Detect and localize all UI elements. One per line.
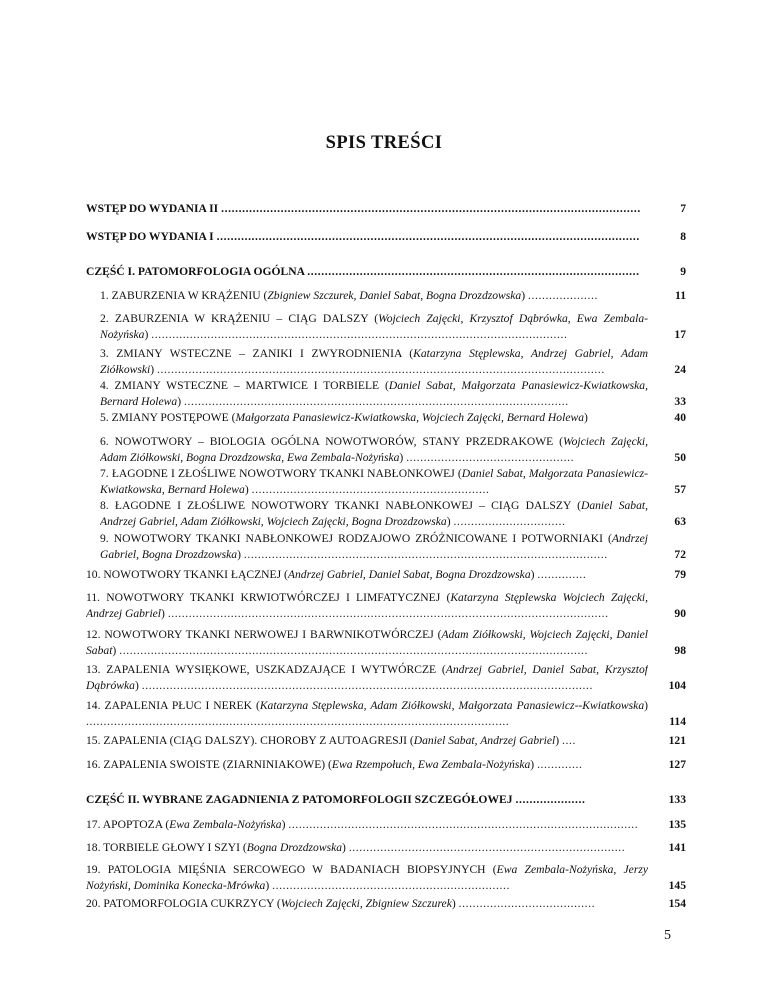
toc-page-number: 9	[680, 265, 686, 278]
toc-page-number: 104	[668, 679, 686, 692]
toc-entry-chapter-8[interactable]: 8. ŁAGODNE I ZŁOŚLIWE NOWOTWORY TKANKI NABŁONKOWEJ – CIĄG DALSZY (Daniel Sabat, Andrzej Gabriel, Adam Ziółkowski, Wojciech Zajęcki, Bogna Drozdzowska) ................................ 63	[100, 499, 686, 528]
toc-page-number: 63	[674, 515, 686, 528]
toc-entry-chapter-2[interactable]: 2. ZABURZENIA W KRĄŻENIU – CIĄG DALSZY (Wojciech Zajęcki, Krzysztof Dąbrówka, Ewa Zembala-Nożyńska) ....................................................................................................................... 17	[100, 312, 686, 341]
page-title: SPIS TREŚCI	[325, 133, 443, 153]
toc-entry-chapter-19[interactable]: 19. PATOLOGIA MIĘŚNIA SERCOWEGO W BADANIACH BIOPSYJNYCH (Ewa Zembala-Nożyńska, Jerzy Nożyński, Dominika Konecka-Mrówka) .................................................................... 145	[86, 863, 686, 892]
toc-entry-chapter-6[interactable]: 6. NOWOTWORY – BIOLOGIA OGÓLNA NOWOTWORÓW, STANY PRZEDRAKOWE (Wojciech Zajęcki, Adam Ziółkowski, Bogna Drozdzowska, Ewa Zembala-Nożyńska) ................................................ 50	[100, 435, 686, 464]
toc-entry-chapter-1[interactable]: 1. ZABURZENIA W KRĄŻENIU (Zbigniew Szczurek, Daniel Sabat, Bogna Drozdzowska) .................... 11	[100, 289, 686, 302]
toc-page-number: 33	[674, 395, 686, 408]
toc-page-number: 114	[669, 715, 686, 728]
toc-entry-chapter-11[interactable]: 11. NOWOTWORY TKANKI KRWIOTWÓRCZEJ I LIMFATYCZNEJ (Katarzyna Stęplewska Wojciech Zajęcki, Andrzej Gabriel) .............................................................................................................................. 90	[86, 591, 686, 620]
toc-entry-chapter-17[interactable]: 17. APOPTOZA (Ewa Zembala-Nożyńska) .................................................................................................... 135	[86, 818, 686, 831]
toc-entry-chapter-13[interactable]: 13. ZAPALENIA WYSIĘKOWE, USZKADZAJĄCE I WYTWÓRCZE (Andrzej Gabriel, Daniel Sabat, Krzysztof Dąbrówka) ................................................................................................................................. 104	[86, 663, 686, 692]
toc-page-number: 24	[674, 363, 686, 376]
toc-entry-chapter-10[interactable]: 10. NOWOTWORY TKANKI ŁĄCZNEJ (Andrzej Gabriel, Daniel Sabat, Bogna Drozdzowska) .............. 79	[86, 568, 686, 581]
toc-entry-chapter-4[interactable]: 4. ZMIANY WSTECZNE – MARTWICE I TORBIELE (Daniel Sabat, Małgorzata Panasiewicz-Kwiatkowska, Bernard Holewa) .............................................................................................................. 33	[100, 379, 686, 408]
toc-entry-part-2[interactable]: CZĘŚĆ II. WYBRANE ZAGADNIENIA Z PATOMORFOLOGII SZCZEGÓŁOWEJ .................... 133	[86, 793, 686, 806]
toc-entry-part-1[interactable]: CZĘŚĆ I. PATOMORFOLOGIA OGÓLNA ............................................................................................... 9	[86, 265, 686, 278]
toc-page-number: 57	[674, 483, 686, 496]
toc-entry-foreword-2[interactable]: WSTĘP DO WYDANIA II ........................................................................................................................ 7	[86, 202, 686, 215]
toc-page-number: 17	[674, 328, 686, 341]
toc-page-number: 7	[680, 202, 686, 215]
toc-entry-chapter-12[interactable]: 12. NOWOTWORY TKANKI NERWOWEJ I BARWNIKOTWÓRCZEJ (Adam Ziółkowski, Wojciech Zajęcki, Daniel Sabat) ...................................................................................................................................... 98	[86, 628, 686, 657]
toc-entry-foreword-1[interactable]: WSTĘP DO WYDANIA I ......................................................................................................................... 8	[86, 230, 686, 243]
toc-page-number: 40	[674, 411, 686, 424]
toc-page-number: 50	[674, 451, 686, 464]
page-number: 5	[664, 928, 671, 943]
toc-entry-chapter-9[interactable]: 9. NOWOTWORY TKANKI NABŁONKOWEJ RODZAJOWO ZRÓŻNICOWANE I POTWORNIAKI (Andrzej Gabriel, Bogna Drozdzowska) ........................................................................................................ 72	[100, 532, 686, 561]
toc-entry-chapter-5[interactable]: 5. ZMIANY POSTĘPOWE (Małgorzata Panasiewicz-Kwiatkowska, Wojciech Zajęcki, Bernard Holewa) 40	[100, 411, 686, 424]
toc-page-number: 127	[668, 758, 686, 771]
toc-entry-chapter-20[interactable]: 20. PATOMORFOLOGIA CUKRZYCY (Wojciech Zajęcki, Zbigniew Szczurek) ....................................... 154	[86, 897, 686, 910]
toc-page-number: 154	[668, 897, 686, 910]
toc-page-number: 8	[680, 230, 686, 243]
toc-entry-chapter-18[interactable]: 18. TORBIELE GŁOWY I SZYI (Bogna Drozdzowska) ............................................................................... 141	[86, 841, 686, 854]
toc-page-number: 98	[674, 644, 686, 657]
toc-entry-chapter-7[interactable]: 7. ŁAGODNE I ZŁOŚLIWE NOWOTWORY TKANKI NABŁONKOWEJ (Daniel Sabat, Małgorzata Panasiewicz-Kwiatkowska, Bernard Holewa) .................................................................... 57	[100, 467, 686, 496]
toc-entry-chapter-3[interactable]: 3. ZMIANY WSTECZNE – ZANIKI I ZWYRODNIENIA (Katarzyna Stęplewska, Andrzej Gabriel, Adam Ziółkowski) ................................................................................................................................ 24	[100, 347, 686, 376]
toc-page-number: 121	[668, 734, 686, 747]
toc-page-number: 135	[668, 818, 686, 831]
toc-entry-chapter-15[interactable]: 15. ZAPALENIA (CIĄG DALSZY). CHOROBY Z AUTOAGRESJI (Daniel Sabat, Andrzej Gabriel) .... 121	[86, 734, 686, 747]
toc-page-number: 11	[675, 289, 686, 302]
toc-page-number: 133	[668, 793, 686, 806]
toc-entry-chapter-16[interactable]: 16. ZAPALENIA SWOISTE (ZIARNINIAKOWE) (Ewa Rzempołuch, Ewa Zembala-Nożyńska) ............. 127	[86, 758, 686, 771]
toc-page-number: 141	[668, 841, 686, 854]
toc-page-number: 79	[674, 568, 686, 581]
toc-page-number: 145	[668, 879, 686, 892]
toc-page-number: 72	[674, 548, 686, 561]
toc-page-number: 90	[674, 607, 686, 620]
toc-entry-chapter-14[interactable]: 14. ZAPALENIA PŁUC I NEREK (Katarzyna Stęplewska, Adam Ziółkowski, Małgorzata Panasiewicz--Kwiatkowska) ......................................................................................................................... 114	[86, 699, 686, 728]
